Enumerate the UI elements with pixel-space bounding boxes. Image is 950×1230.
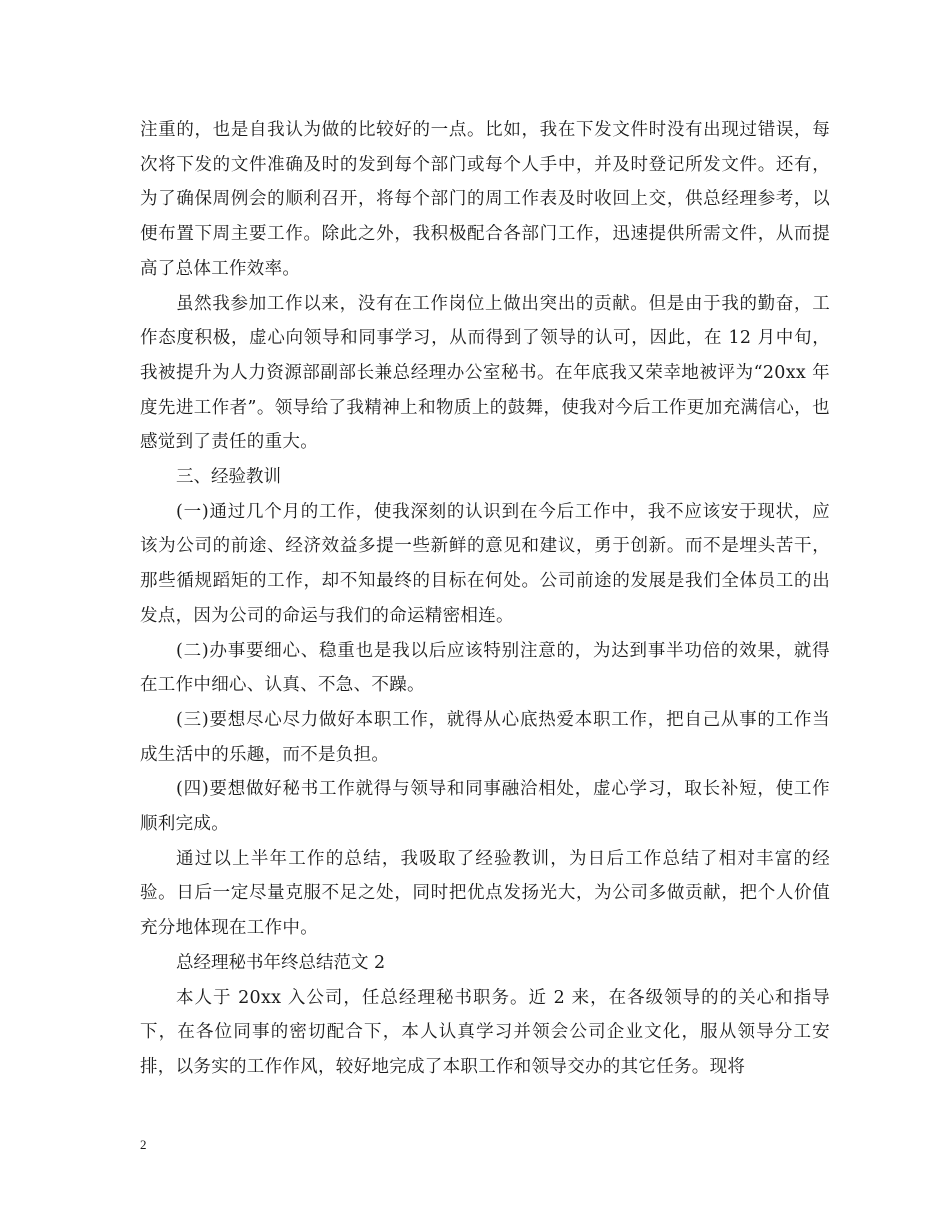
paragraph-lesson-4: (四)要想做好秘书工作就得与领导和同事融洽相处，虚心学习，取长补短，使工作顺利完成。 bbox=[140, 779, 830, 835]
section-heading-sample-2: 总经理秘书年终总结范文 2 bbox=[176, 952, 386, 973]
paragraph-sample-2-intro: 本人于 20xx 入公司，任总经理秘书职务。近 2 来，在各级领导的的关心和指导下，在各位同事的密切配合下，本人认真学习并领会公司企业文化，服从领导分工安排，以务实的工作作风，较好地完成了本职工作和领导交办的其它任务。现将 bbox=[140, 987, 830, 1077]
paragraph-lesson-3: (三)要想尽心尽力做好本职工作，就得从心底热爱本职工作，把自己从事的工作当成生活中的乐趣，而不是负担。 bbox=[140, 709, 830, 765]
paragraph-2: 虽然我参加工作以来，没有在工作岗位上做出突出的贡献。但是由于我的勤奋，工作态度积极，虚心向领导和同事学习，从而得到了领导的认可，因此，在 12 月中旬，我被提升为人力资源部副部长兼总经理办公室秘书。在年底我又荣幸地被评为“20xx 年度先进工作者”。领导给了我精神上和物质上的鼓舞，使我对今后工作更加充满信心，也感觉到了责任的重大。 bbox=[140, 293, 830, 453]
paragraph-conclusion: 通过以上半年工作的总结，我吸取了经验教训，为日后工作总结了相对丰富的经验。日后一定尽量克服不足之处，同时把优点发扬光大，为公司多做贡献，把个人价值充分地体现在工作中。 bbox=[140, 848, 830, 939]
page-number: 2 bbox=[140, 1137, 147, 1152]
paragraph-lesson-1: (一)通过几个月的工作，使我深刻的认识到在今后工作中，我不应该安于现状，应该为公司的前途、经济效益多提一些新鲜的意见和建议，勇于创新。而不是埋头苦干，那些循规蹈矩的工作，却不知最终的目标在何处。公司前途的发展是我们全体员工的出发点，因为公司的命运与我们的命运精密相连。 bbox=[140, 501, 830, 626]
document-body bbox=[140, 113, 830, 1085]
paragraph-1: 注重的，也是自我认为做的比较好的一点。比如，我在下发文件时没有出现过错误，每次将下发的文件准确及时的发到每个部门或每个人手中，并及时登记所发文件。还有，为了确保周例会的顺利召开，将每个部门的周工作表及时收回上交，供总经理参考，以便布置下周主要工作。除此之外，我积极配合各部门工作，迅速提供所需文件，从而提高了总体工作效率。 bbox=[140, 120, 830, 279]
paragraph-lesson-2: (二)办事要细心、稳重也是我以后应该特别注意的，为达到事半功倍的效果，就得在工作中细心、认真、不急、不躁。 bbox=[140, 640, 830, 696]
section-heading-lessons: 三、经验教训 bbox=[176, 467, 281, 488]
